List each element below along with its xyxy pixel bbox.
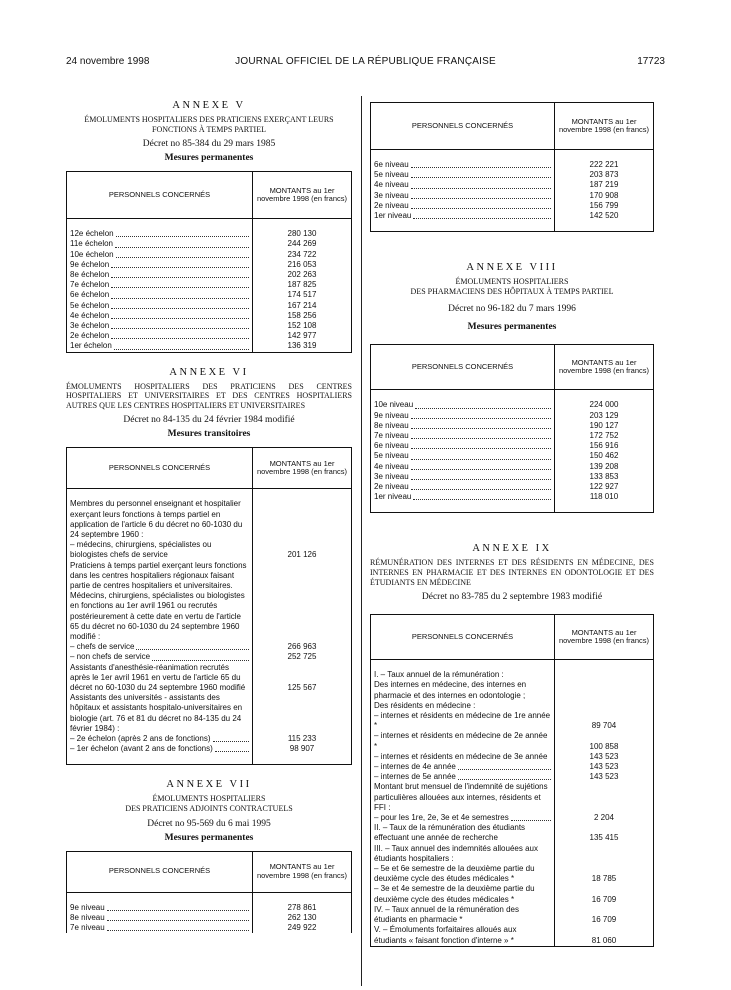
row-label: 7e échelon <box>70 280 110 290</box>
row-value: 81 060 <box>555 925 654 946</box>
annexe-ix-title: ANNEXE IX <box>472 543 552 555</box>
row-value: 139 208 <box>555 462 654 472</box>
table-row <box>371 482 654 492</box>
row-label: 8e niveau <box>374 420 409 430</box>
annexe-vi <box>66 367 352 766</box>
table-row <box>67 642 352 652</box>
table-row <box>371 731 654 751</box>
column-header-personnels: PERSONNELS CONCERNÉS <box>67 851 253 892</box>
row-value: 224 000 <box>555 400 654 410</box>
row-label: II. – Taux de la rémunération des étudiants effectuant une année de recherche <box>374 823 526 843</box>
table-row <box>67 744 352 754</box>
annexe-viii-subtitle-1: ÉMOLUMENTS HOSPITALIERS <box>455 277 569 287</box>
annexe-v-table <box>66 171 352 352</box>
row-label: 4e niveau <box>374 461 409 471</box>
annexe-ix-table <box>370 614 654 946</box>
table-row <box>67 301 352 311</box>
row-value: 2 204 <box>555 813 654 823</box>
table-row <box>371 211 654 221</box>
table-row <box>67 341 352 352</box>
annexe-ix <box>370 543 654 946</box>
row-label: – internes de 4e année <box>374 762 456 772</box>
row-value: 122 927 <box>555 482 654 492</box>
annexe-v-decret: Décret no 85-384 du 29 mars 1985 <box>142 139 276 150</box>
header-journal-title: JOURNAL OFFICIEL DE LA RÉPUBLIQUE FRANÇAISE <box>235 56 496 67</box>
column-header-personnels: PERSONNELS CONCERNÉS <box>371 103 555 150</box>
row-value: 156 916 <box>555 441 654 451</box>
row-label: – médecins, chirurgiens, spécialistes ou biologistes chefs de service <box>70 540 212 560</box>
row-label: 3e échelon <box>70 321 110 331</box>
row-value: 156 799 <box>555 201 654 211</box>
row-label: 5e niveau <box>374 170 409 180</box>
row-value: 142 977 <box>253 331 352 341</box>
row-value: 158 256 <box>253 311 352 321</box>
row-value: 143 523 <box>555 752 654 762</box>
table-row <box>371 462 654 472</box>
row-label: 9e échelon <box>70 259 110 269</box>
column-header-montants: MONTANTS au 1er novembre 1998 (en francs) <box>253 172 352 219</box>
table-row <box>67 923 352 933</box>
column-header-montants: MONTANTS au 1er novembre 1998 (en francs) <box>253 851 352 892</box>
row-label: – chefs de service <box>70 642 135 652</box>
row-label: 6e échelon <box>70 290 110 300</box>
table-row <box>67 903 352 913</box>
row-label: – internes et résidents en médecine de 2e année * <box>374 731 548 751</box>
table-row <box>371 752 654 762</box>
row-label: – 3e et 4e semestre de la deuxième partie du deuxième cycle des études médicales * <box>374 884 535 904</box>
table-row <box>67 913 352 923</box>
row-value: 89 704 <box>555 711 654 731</box>
table-row <box>67 260 352 270</box>
table-row <box>371 431 654 441</box>
table-row <box>67 229 352 239</box>
column-header-personnels: PERSONNELS CONCERNÉS <box>371 345 555 390</box>
table-row <box>67 331 352 341</box>
table-row <box>67 540 352 560</box>
annexe-ix-subtitle: RÉMUNÉRATION DES INTERNES ET DES RÉSIDENTS EN MÉDECINE, DES INTERNES EN PHARMACIE ET DES INTERNES EN ODONTOLOGIE ET DES ÉTUDIANTS EN MÉDECINE <box>370 558 654 587</box>
annexe-ix-decret: Décret no 83-785 du 2 septembre 1983 modifié <box>421 592 603 603</box>
annexe-vii-subtitle-1: ÉMOLUMENTS HOSPITALIERS <box>152 794 266 804</box>
row-value: 234 722 <box>253 250 352 260</box>
table-row <box>371 492 654 502</box>
row-label: 11e échelon <box>70 239 113 249</box>
row-value: 133 853 <box>555 472 654 482</box>
table-row <box>371 884 654 904</box>
table-row-text: Des internes en médecine, des internes en pharmacie et des internes en odontologie ; <box>374 680 527 700</box>
row-label: 5e niveau <box>374 451 409 461</box>
row-value: 18 785 <box>555 864 654 884</box>
table-row <box>67 321 352 331</box>
table-row <box>67 652 352 662</box>
annexe-vii-title: ANNEXE VII <box>166 779 252 791</box>
annexe-vii-decret: Décret no 95-569 du 6 mai 1995 <box>147 818 271 829</box>
row-label: – internes et résidents en médecine de 1re année * <box>374 711 551 731</box>
row-label: 7e niveau <box>70 923 105 933</box>
row-label: 6e niveau <box>374 441 409 451</box>
table-row <box>371 762 654 772</box>
column-header-montants: MONTANTS au 1er novembre 1998 (en francs) <box>253 448 352 489</box>
table-row <box>371 451 654 461</box>
table-row <box>67 663 352 694</box>
row-value: 280 130 <box>253 229 352 239</box>
row-label: 6e niveau <box>374 160 409 169</box>
row-value: 262 130 <box>253 913 352 923</box>
row-label: 9e niveau <box>70 902 105 912</box>
annexe-v-title: ANNEXE V <box>172 100 246 111</box>
annexe-vi-subtitle: ÉMOLUMENTS HOSPITALIERS DES PRATICIENS DES CENTRES HOSPITALIERS ET UNIVERSITAIRES ET DES CENTRES HOSPITALIERS AUTRES QUE LES CENTRES HOSPITALIERS ET UNIVERSITAIRES <box>66 381 352 410</box>
row-value: 202 263 <box>253 270 352 280</box>
table-row <box>371 160 654 170</box>
table-row <box>371 191 654 201</box>
table-row <box>371 472 654 482</box>
column-divider <box>361 96 362 986</box>
left-column <box>66 100 352 933</box>
table-row <box>371 180 654 190</box>
table-row-text: I. – Taux annuel de la rémunération : <box>374 670 504 680</box>
column-header-personnels: PERSONNELS CONCERNÉS <box>371 615 555 660</box>
row-value: 216 053 <box>253 260 352 270</box>
annexe-v-mesures: Mesures permanentes <box>164 153 254 164</box>
row-label: 1er niveau <box>374 492 412 502</box>
row-value: 16 709 <box>555 905 654 925</box>
row-value: 170 908 <box>555 191 654 201</box>
row-label: 8e niveau <box>70 912 105 922</box>
row-label: 2e échelon <box>70 331 110 341</box>
row-value: 249 922 <box>253 923 352 933</box>
row-label: 9e niveau <box>374 410 409 420</box>
table-row-text: Membres du personnel enseignant et hospitalier exerçant leurs fonctions à temps partiel en application de l'article 6 du décret no 60-1030 du 24 septembre 1960 : <box>70 499 243 540</box>
table-row-text: Médecins, chirurgiens, spécialistes ou biologistes en fonctions au 1er avril 1961 ou recrutés postérieurement à cette date en vertu de l'article 65 du décret no 60-1030 du 24 septembre 1960 modifié : <box>70 591 245 642</box>
row-value: 203 129 <box>555 411 654 421</box>
annexe-viii-mesures: Mesures permanentes <box>467 322 557 333</box>
table-row <box>371 772 654 782</box>
row-label: 12e échelon <box>70 229 114 239</box>
annexe-viii <box>370 262 654 513</box>
column-header-personnels: PERSONNELS CONCERNÉS <box>67 448 253 489</box>
column-header-personnels: PERSONNELS CONCERNÉS <box>67 172 253 219</box>
row-value: 136 319 <box>253 341 352 352</box>
annexe-vi-title: ANNEXE VI <box>169 366 249 378</box>
row-label: 10e niveau <box>374 400 414 410</box>
row-value: 16 709 <box>555 884 654 904</box>
row-value: 203 873 <box>555 170 654 180</box>
row-label: 10e échelon <box>70 249 114 259</box>
row-label: 4e niveau <box>374 180 409 190</box>
row-value: 98 907 <box>253 744 352 754</box>
row-value: 244 269 <box>253 239 352 249</box>
annexe-v <box>66 100 352 353</box>
row-label: 8e échelon <box>70 270 110 279</box>
annexe-vii-subtitle-2: DES PRATICIENS ADJOINTS CONTRACTUELS <box>125 804 293 814</box>
row-label: – non chefs de service <box>70 652 151 662</box>
row-value: 100 858 <box>555 731 654 751</box>
row-label: 5e échelon <box>70 300 110 310</box>
row-value: 125 567 <box>253 663 352 694</box>
table-row <box>371 170 654 180</box>
row-value: 190 127 <box>555 421 654 431</box>
table-row <box>371 441 654 451</box>
table-row <box>371 201 654 211</box>
annexe-vii <box>66 779 352 933</box>
row-label: – internes et résidents en médecine de 3e année <box>374 751 548 761</box>
table-row <box>371 925 654 946</box>
row-label: – 5e et 6e semestre de la deuxième partie du deuxième cycle des études médicales * <box>374 864 535 884</box>
row-label: – 1er échelon (avant 2 ans de fonctions) <box>70 744 213 754</box>
table-row-text: III. – Taux annuel des indemnités allouées aux étudiants hospitaliers : <box>374 843 538 863</box>
column-header-montants: MONTANTS au 1er novembre 1998 (en francs) <box>555 345 654 390</box>
row-label: 2e niveau <box>374 482 409 492</box>
row-label: 3e niveau <box>374 471 409 481</box>
table-row <box>371 823 654 843</box>
table-row <box>67 280 352 290</box>
table-row <box>371 711 654 731</box>
row-value: 115 233 <box>253 734 352 744</box>
table-row <box>67 250 352 260</box>
row-label: IV. – Taux annuel de la rémunération des étudiants en pharmacie * <box>374 904 519 925</box>
column-header-montants: MONTANTS au 1er novembre 1998 (en francs) <box>555 615 654 660</box>
header-date: 24 novembre 1998 <box>66 56 150 67</box>
row-value: 142 520 <box>555 211 654 221</box>
row-value: 278 861 <box>253 903 352 913</box>
row-value: 143 523 <box>555 762 654 772</box>
row-label: 2e niveau <box>374 200 409 210</box>
table-row-text: Montant brut mensuel de l'indemnité de sujétions particulières allouées aux internes, résidents et FFI : <box>374 782 548 812</box>
table-row <box>371 411 654 421</box>
row-value: 150 462 <box>555 451 654 461</box>
header-page-number: 17723 <box>637 56 665 67</box>
row-label: – internes de 5e année <box>374 772 456 782</box>
annexe-vii-mesures: Mesures permanentes <box>164 832 254 843</box>
row-value: 172 752 <box>555 431 654 441</box>
annexe-vi-table <box>66 447 352 765</box>
row-value: 152 108 <box>253 321 352 331</box>
row-value: 252 725 <box>253 652 352 662</box>
row-label: – pour les 1re, 2e, 3e et 4e semestres <box>374 813 509 823</box>
table-row <box>67 270 352 280</box>
row-value: 187 219 <box>555 180 654 190</box>
table-row <box>371 400 654 410</box>
annexe-v-subtitle: ÉMOLUMENTS HOSPITALIERS DES PRATICIENS EXERÇANT LEURS FONCTIONS À TEMPS PARTIEL <box>84 115 334 134</box>
table-row-text: Des résidents en médecine : <box>374 700 476 710</box>
table-row <box>67 734 352 744</box>
table-row <box>371 905 654 925</box>
annexe-viii-table <box>370 344 654 513</box>
row-value: 222 221 <box>555 160 654 170</box>
table-row <box>67 311 352 321</box>
row-value: 167 214 <box>253 301 352 311</box>
row-label: 1er échelon <box>70 341 112 351</box>
annexe-vii-table-continued <box>370 102 654 232</box>
table-row <box>371 421 654 431</box>
annexe-vi-decret: Décret no 84-135 du 24 février 1984 modifié <box>123 415 295 426</box>
row-label: – 2e échelon (après 2 ans de fonctions) <box>70 734 211 744</box>
row-value: 266 963 <box>253 642 352 652</box>
row-value: 187 825 <box>253 280 352 290</box>
table-row <box>67 239 352 249</box>
row-value: 135 415 <box>555 823 654 843</box>
annexe-viii-decret: Décret no 96-182 du 7 mars 1996 <box>448 304 576 315</box>
annexe-vi-mesures: Mesures transitoires <box>167 429 251 440</box>
table-row-text: Assistants des universités - assistants des hôpitaux et assistants hospitalo-universitaires en biologie (art. 76 et 81 du décret no 84-135 du 24 février 1984) : <box>70 693 243 733</box>
annexe-vii-table <box>66 851 352 934</box>
row-value: 174 517 <box>253 290 352 300</box>
annexe-viii-subtitle-2: DES PHARMACIENS DES HÔPITAUX À TEMPS PARTIEL <box>410 286 614 296</box>
right-column <box>370 102 654 947</box>
row-label: 7e niveau <box>374 431 409 441</box>
table-row-text: Praticiens à temps partiel exerçant leurs fonctions dans les centres hospitaliers régionaux faisant partie de centres hospitaliers et universitaires. <box>70 560 247 591</box>
table-row <box>371 864 654 884</box>
row-label: V. – Émoluments forfaitaires alloués aux étudiants « faisant fonction d'interne » * <box>374 925 517 945</box>
row-label: Assistants d'anesthésie-réanimation recrutés après le 1er avril 1961 en vertu de l'article 65 du décret no 60-1030 du 24 septembre 1960 modifié <box>70 662 246 693</box>
annexe-viii-title: ANNEXE VIII <box>466 262 558 274</box>
table-row <box>371 813 654 823</box>
row-label: 3e niveau <box>374 190 409 200</box>
table-row <box>67 290 352 300</box>
row-value: 201 126 <box>253 540 352 560</box>
row-value: 118 010 <box>555 492 654 502</box>
row-value: 143 523 <box>555 772 654 782</box>
column-header-montants: MONTANTS au 1er novembre 1998 (en francs) <box>555 103 654 150</box>
row-label: 1er niveau <box>374 211 412 221</box>
row-label: 4e échelon <box>70 310 110 320</box>
